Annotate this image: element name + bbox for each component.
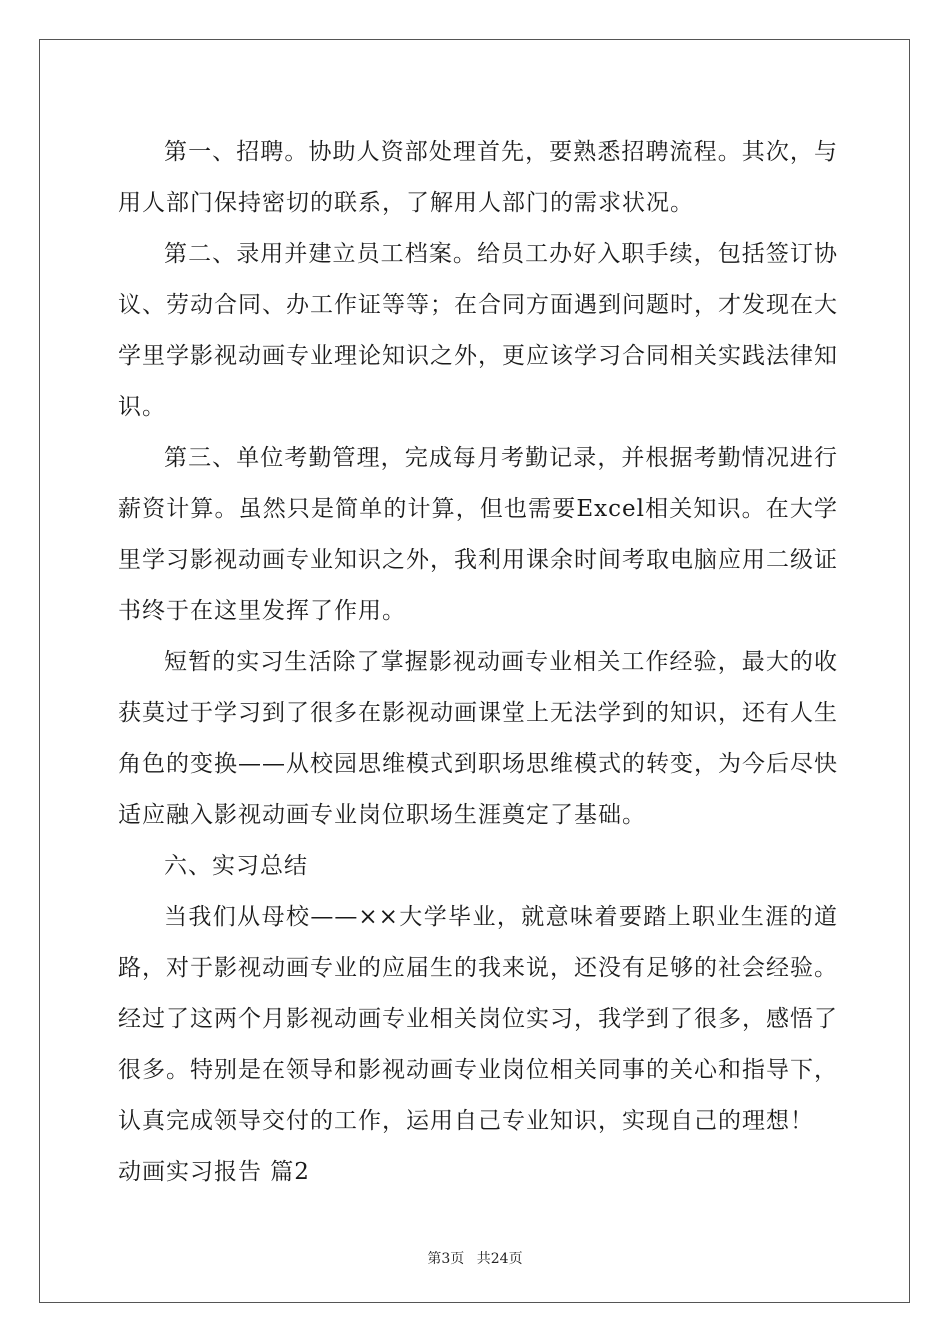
- paragraph-recruitment: 第一、招聘。协助人资部处理首先，要熟悉招聘流程。其次，与用人部门保持密切的联系，了解用人部门的需求状况。: [118, 139, 838, 216]
- page-number: 第3页: [427, 1251, 465, 1267]
- paragraph-attendance: 第三、单位考勤管理，完成每月考勤记录，并根据考勤情况进行薪资计算。虽然只是简单的计算，但也需要Excel相关知识。在大学里学习影视动画专业知识之外，我利用课余时间考取电脑应用二级证书终于在这里发挥了作用。: [118, 445, 838, 624]
- document-body: [118, 127, 838, 1198]
- page-total: 共24页: [476, 1251, 523, 1267]
- paragraph-employment-records: 第二、录用并建立员工档案。给员工办好入职手续，包括签订协议、劳动合同、办工作证等等；在合同方面遇到问题时，才发现在大学里学影视动画专业理论知识之外，更应该学习合同相关实践法律知识。: [118, 241, 838, 420]
- report-section-title: 动画实习报告 篇2: [118, 1159, 310, 1185]
- paragraph-summary: 当我们从母校——××大学毕业，就意味着要踏上职业生涯的道路，对于影视动画专业的应届生的我来说，还没有足够的社会经验。经过了这两个月影视动画专业相关岗位实习，我学到了很多，感悟了很多。特别是在领导和影视动画专业岗位相关同事的关心和指导下，认真完成领导交付的工作，运用自己专业知识，实现自己的理想！: [118, 904, 838, 1134]
- paragraph-internship-gains: 短暂的实习生活除了掌握影视动画专业相关工作经验，最大的收获莫过于学习到了很多在影视动画课堂上无法学到的知识，还有人生角色的变换——从校园思维模式到职场思维模式的转变，为今后尽快适应融入影视动画专业岗位职场生涯奠定了基础。: [118, 649, 838, 828]
- page-footer: [0, 1248, 950, 1268]
- section-heading: 六、实习总结: [164, 853, 308, 879]
